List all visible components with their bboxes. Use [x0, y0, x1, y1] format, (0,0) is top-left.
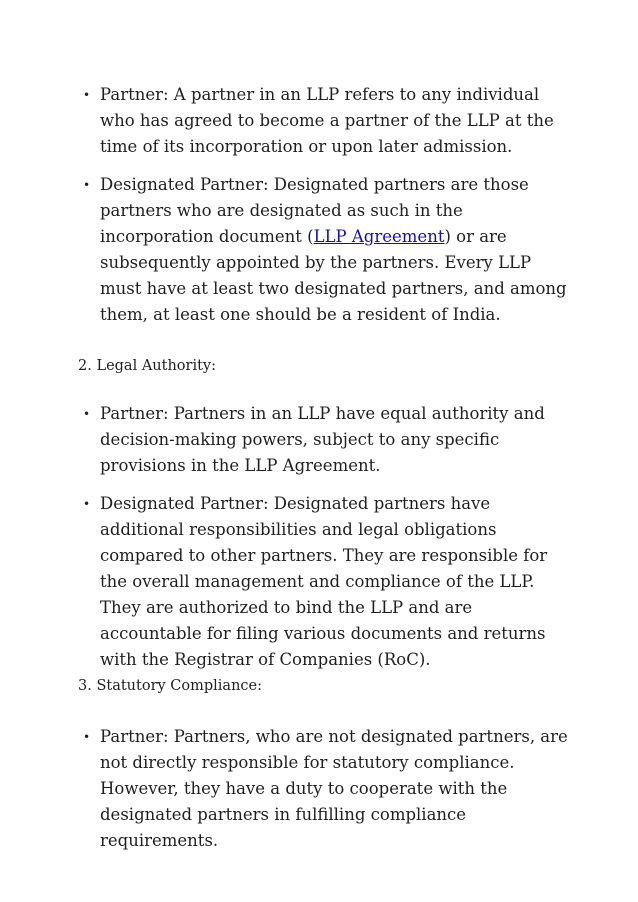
legal-authority-heading: 2. Legal Authority:	[78, 358, 217, 374]
legal-authority-list	[78, 401, 568, 673]
list-item-text-before-link: Designated Partner: Designated partners are those partners who are designated as such in the incorporation document (	[100, 175, 529, 246]
statutory-compliance-heading: 3. Statutory Compliance:	[78, 678, 263, 694]
llp-agreement-link[interactable]: LLP Agreement	[313, 227, 445, 246]
bullet-icon: •	[83, 407, 91, 421]
list-item-text: Partner: Partners in an LLP have equal authority and decision-making powers, subject to any specific provisions in the LLP Agreement.	[100, 404, 545, 475]
list-item	[78, 724, 568, 854]
list-item	[78, 401, 568, 479]
list-item	[78, 491, 568, 673]
list-item	[78, 172, 568, 328]
list-item-text: Partner: Partners, who are not designated partners, are not directly responsible for statutory compliance. However, they have a duty to cooperate with the designated partners in fulfilling compliance requirements.	[100, 727, 568, 850]
bullet-icon: •	[83, 497, 91, 511]
list-item-text: Partner: A partner in an LLP refers to any individual who has agreed to become a partner of the LLP at the time of its incorporation or upon later admission.	[100, 85, 554, 156]
bullet-icon: •	[83, 178, 91, 192]
list-item-text: Designated Partner: Designated partners have additional responsibilities and legal obligations compared to other partners. They are responsible for the overall management and compliance of the LLP. They are authorized to bind the LLP and are accountable for filing various documents and returns with the Registrar of Companies (RoC).	[100, 494, 548, 669]
list-item	[78, 82, 568, 160]
bullet-icon: •	[83, 88, 91, 102]
statutory-compliance-list	[78, 724, 568, 854]
bullet-icon: •	[83, 730, 91, 744]
partner-definition-list	[78, 82, 568, 328]
list-item-text-after-link: ) or are subsequently appointed by the partners. Every LLP must have at least two designated partners, and among them, at least one should be a resident of India.	[100, 227, 567, 324]
